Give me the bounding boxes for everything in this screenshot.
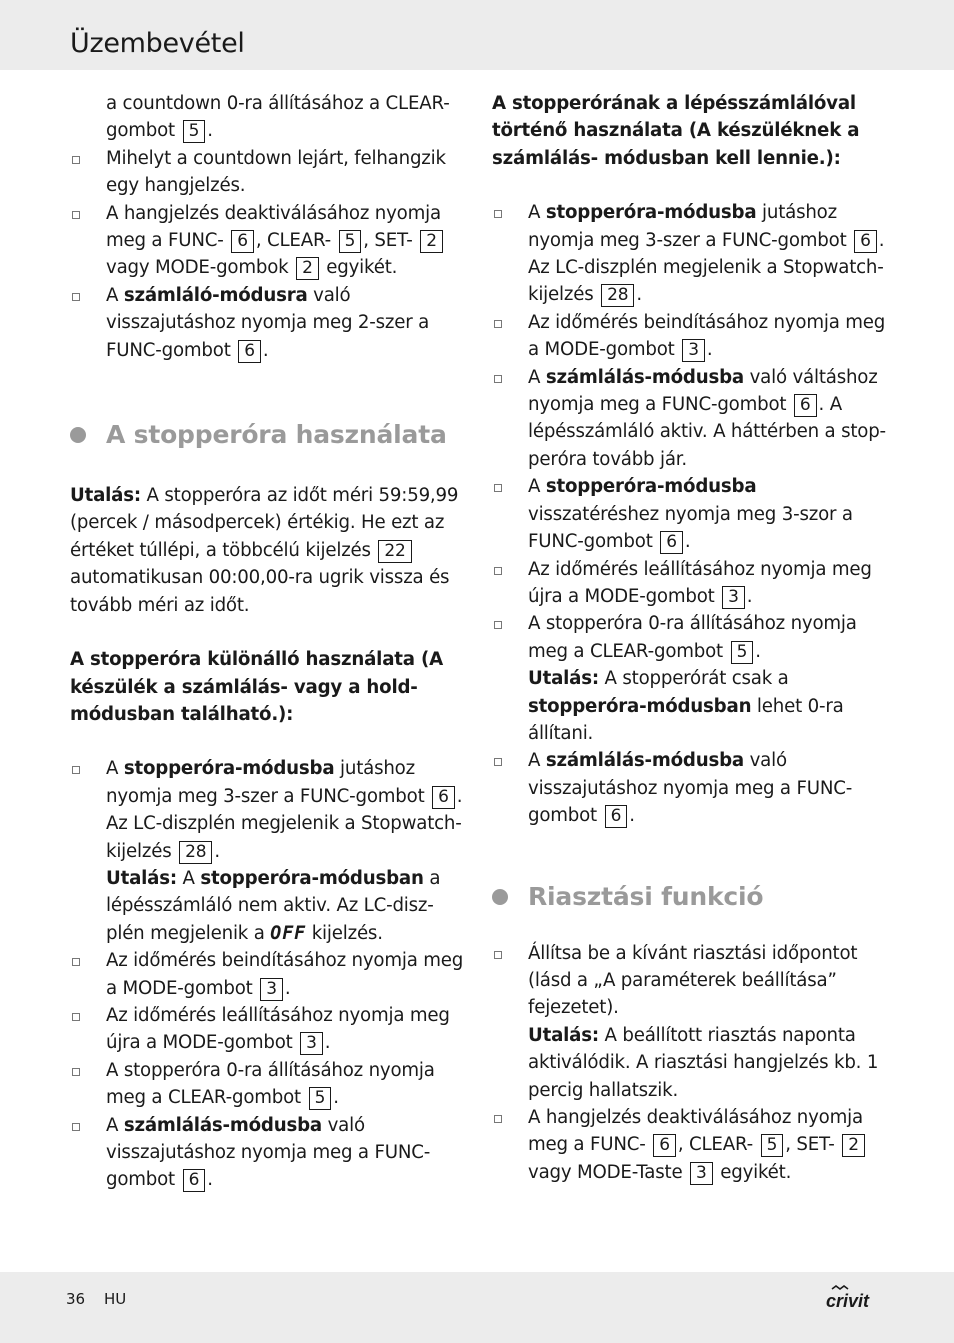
bold-term: számláló-módusra (123, 284, 308, 306)
key-badge: 28 (601, 284, 634, 307)
bold-term: stopperóra-módusba (545, 476, 757, 498)
list-item (492, 747, 887, 829)
text: . Az LC-diszplén megjelenik a Stopwatch-kijelzés (106, 785, 463, 862)
text: A (106, 758, 119, 780)
key-badge: 6 (238, 340, 261, 363)
key-badge: 28 (179, 841, 212, 864)
text: való visszajutáshoz nyomja meg a FUNC-gombot (106, 1114, 431, 1191)
key-badge: 5 (731, 641, 754, 664)
text: Az időmérés leállításához nyomja meg újra a MODE-gombot (528, 558, 872, 607)
text: kijelzés. (311, 922, 383, 944)
bold-term: számlálás-módusba (545, 750, 744, 772)
list-item (70, 1112, 465, 1194)
lcd-off-symbol: OFF (270, 922, 307, 944)
section-title-text: A stopperóra használata (106, 420, 447, 450)
key-badge: 6 (605, 805, 628, 828)
list-item (70, 282, 465, 364)
text: . (684, 531, 691, 553)
list-item (492, 1104, 887, 1186)
text: A (528, 476, 541, 498)
list-item (492, 610, 887, 747)
text: A stopperóra 0-ra állításához nyomja meg a CLEAR-gombot (106, 1059, 435, 1109)
text: . (214, 840, 220, 862)
list-item (70, 145, 465, 200)
key-badge: 3 (690, 1162, 713, 1185)
text: lehet 0-ra állítani. (528, 695, 844, 744)
key-badge: 6 (432, 786, 455, 809)
list-item (492, 364, 887, 474)
list-item (70, 947, 465, 1002)
key-badge: 6 (231, 230, 254, 253)
key-badge: 6 (794, 394, 817, 417)
text: . (324, 1032, 331, 1054)
key-badge: 3 (300, 1032, 323, 1055)
text: A (528, 750, 541, 772)
key-badge: 6 (183, 1169, 206, 1192)
key-badge: 6 (854, 230, 877, 253)
text: . Az LC-diszplén megjelenik a Stopwatch-kijelzés (528, 229, 885, 306)
text: . (746, 585, 753, 607)
text: jutáshoz nyomja meg 3-szer a FUNC-gombot (106, 758, 425, 807)
text: . (262, 339, 269, 361)
list-item (70, 200, 465, 282)
text: A (182, 867, 195, 889)
text: Állítsa be a kívánt riasztási időpontot (lásd a „A paraméterek beállítása” fejezetet). (528, 942, 858, 1019)
section-title-alarm (492, 880, 887, 914)
text: A stopperóra az időt méri 59:59,99 (percek / másodpercek) értékig. He ezt az értéket túllépi, a többcélú kijelzés (70, 485, 459, 561)
text: való váltáshoz nyomja meg a FUNC-gombot (528, 366, 878, 416)
text: , SET- (785, 1134, 835, 1156)
text: . (706, 339, 713, 361)
text: automatikusan 00:00,00-ra ugrik vissza és tovább méri az időt. (70, 567, 450, 616)
section-title-text: Riasztási funkció (528, 881, 764, 911)
text: , SET- (363, 230, 413, 252)
key-badge: 2 (842, 1134, 865, 1157)
text: való visszajutáshoz nyomja meg a FUNC-gombot (528, 750, 853, 827)
text: . (333, 1087, 339, 1109)
bullet-dot-icon (492, 889, 508, 905)
bullet-dot-icon (70, 427, 86, 443)
text: A hangjelzés deaktiválásához nyomja meg a FUNC- (528, 1107, 863, 1156)
note-label: Utalás: (528, 1024, 599, 1046)
footer-band (0, 1272, 954, 1343)
note-paragraph (70, 482, 465, 619)
text: vagy MODE-Taste (528, 1161, 683, 1183)
text: A stopperórát csak a (604, 668, 789, 690)
bold-term: stopperóra-módusban (200, 867, 424, 889)
text: A (528, 202, 541, 224)
note-label: Utalás: (70, 485, 141, 507)
key-badge: 5 (309, 1087, 332, 1110)
bold-term: stopperóra-módusban (528, 695, 752, 717)
continuation-text (70, 90, 465, 145)
text: , CLEAR- (255, 230, 332, 252)
list-item (70, 755, 465, 947)
text: egyikét. (720, 1161, 792, 1183)
alarm-list (492, 940, 887, 1187)
text: A (528, 366, 541, 388)
list-item (70, 1002, 465, 1057)
subheading-standalone: A stopperóra különálló használata (A készülék a számlálás- vagy a hold-módusban található.): (70, 649, 443, 725)
bullet-list (70, 145, 465, 364)
text: Az időmérés leállításához nyomja meg újra a MODE-gombot (106, 1004, 450, 1054)
text: egyikét. (326, 257, 398, 279)
note-label: Utalás: (106, 867, 177, 889)
left-column (70, 90, 465, 1194)
bold-term: stopperóra-módusba (123, 758, 335, 780)
steps-list (70, 755, 465, 1194)
steps-list (492, 199, 887, 829)
key-badge: 5 (761, 1134, 784, 1157)
list-item (492, 556, 887, 611)
page-title: Üzembevétel (70, 28, 245, 59)
language-code: HU (104, 1290, 127, 1308)
key-badge: 22 (378, 540, 411, 563)
text: A hangjelzés deaktiválásához nyomja meg a FUNC- (106, 202, 441, 252)
list-item (492, 199, 887, 309)
text: vagy MODE-gombok (106, 257, 289, 279)
subheading-with-pedometer: A stopperórának a lépésszámlálóval történő használata (A készüléknek a számlálás- módusban kell lennie.): (492, 93, 860, 169)
text: jutáshoz nyomja meg 3-szer a FUNC-gombot (528, 202, 847, 251)
text: A (106, 1114, 119, 1136)
text: a lépésszámláló nem aktiv. Az LC-diszplén megjelenik a (106, 867, 441, 944)
text: visszatéréshez nyomja meg 3-szor a FUNC-gombot (528, 503, 853, 553)
section-title-stopwatch (70, 418, 465, 452)
text: . (755, 640, 761, 662)
key-badge: 5 (183, 120, 206, 143)
text: Az időmérés beindításához nyomja meg a MODE-gombot (528, 311, 886, 361)
crivit-logo-icon (826, 1285, 886, 1311)
list-item (492, 940, 887, 1104)
key-badge: 5 (339, 230, 362, 253)
key-badge: 6 (660, 531, 683, 554)
list-item (492, 473, 887, 555)
page-number: 36 (66, 1290, 86, 1308)
list-item (492, 309, 887, 364)
bold-term: stopperóra-módusba (545, 202, 757, 224)
note-label: Utalás: (528, 668, 599, 690)
text: . (636, 284, 642, 306)
text: . A lépésszámláló aktiv. A háttérben a stopperόra tovább jár. (528, 394, 887, 470)
text: Az időmérés beindításához nyomja meg a MODE-gombot (106, 950, 464, 999)
text: A beállított riasztás naponta aktiválódik. A riasztási hangjelzés kb. 1 percig hallatszik. (528, 1024, 879, 1101)
text: A (106, 284, 119, 306)
key-badge: 3 (722, 586, 745, 609)
list-item (70, 1057, 465, 1112)
brand-text: crivit (826, 1291, 870, 1311)
text: való visszajutáshoz nyomja meg 2-szer a FUNC-gombot (106, 284, 430, 361)
text: a countdown 0-ra állításához a CLEAR-gombot (106, 93, 450, 142)
key-badge: 3 (682, 339, 705, 362)
text: A stopperóra 0-ra állításához nyomja meg a CLEAR-gombot (528, 613, 857, 662)
key-badge: 2 (296, 257, 319, 280)
key-badge: 3 (260, 978, 283, 1001)
text: . (284, 977, 291, 999)
bold-term: számlálás-módusba (545, 366, 744, 388)
text: Mihelyt a countdown lejárt, felhangzik egy hangjelzés. (106, 147, 446, 197)
text: , CLEAR- (677, 1134, 754, 1156)
text: . (629, 805, 635, 827)
text: . (207, 120, 213, 142)
right-column (492, 90, 887, 1186)
bold-term: számlálás-módusba (123, 1114, 322, 1136)
key-badge: 6 (653, 1134, 676, 1157)
text: . (207, 1169, 213, 1191)
key-badge: 2 (420, 230, 443, 253)
